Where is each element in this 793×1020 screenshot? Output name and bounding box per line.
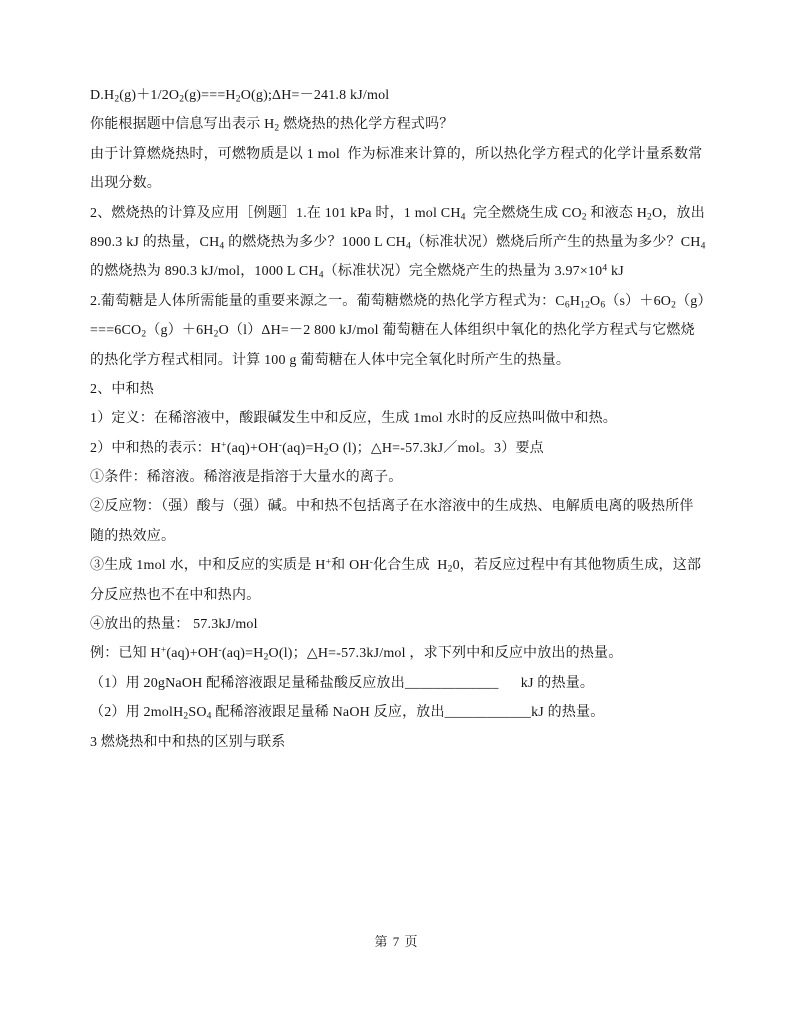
text-line: 随的热效应。 xyxy=(90,528,176,544)
text-line: 的热化学方程式相同。计算 100 g 葡萄糖在人体中完全氧化时所产生的热量。 xyxy=(90,352,571,368)
page-footer xyxy=(0,931,793,950)
text-line: 你能根据题中信息写出表示 $H_2$ 燃烧热的热化学方程式吗？ xyxy=(90,117,454,134)
text-line: （1）用 20gNaOH 配稀溶液跟足量稀盐酸反应放出_____________ kJ 的热量。 xyxy=(90,675,595,691)
text-line: 出现分数。 xyxy=(90,176,161,192)
text-line: ③生成 1mol 水，中和反应的实质是 H+和 OH-化合生成 $H_20$，若反应过程中有其他物质生成，这部 xyxy=(90,557,702,575)
text-line: $===6CO_2(g)+6H_2O(l)\Delta H=-2$ 800 kJ/mol 葡萄糖在人体组织中氧化的热化学方程式与它燃烧 xyxy=(90,323,695,340)
text-line: 1）定义：在稀溶液中，酸跟碱发生中和反应，生成 1mol 水时的反应热叫做中和热。 xyxy=(90,411,617,427)
text-line: 3 燃烧热和中和热的区别与联系 xyxy=(90,734,286,750)
text-line: 的燃烧热为 890.3 kJ/mol，1000 L $CH_4$（标准状况）完全燃烧产生的热量为 $3.97\times 10^4$ kJ xyxy=(90,264,624,281)
text-line: （2）用 $2molH_2SO_4$ 配稀溶液跟足量稀 NaOH 反应，放出____________kJ 的热量。 xyxy=(90,705,605,722)
text-line: 2）中和热的表示：$H^+(aq)+OH^-(aq)=H_2O$ (l)；△H=-57.3kJ／mol。3）要点 xyxy=(90,440,544,458)
text-line: 分反应热也不在中和热内。 xyxy=(90,587,261,603)
text-line: 2.葡萄糖是人体所需能量的重要来源之一。葡萄糖燃烧的热化学方程式为：$C_6H_{12}O_6(s)+6O_2(g)$ xyxy=(90,293,712,311)
text-line: 由于计算燃烧热时，可燃物质是以 1 mol 作为标准来计算的，所以热化学方程式的化学计量系数常 xyxy=(90,146,703,162)
text-line: ④放出的热量： 57.3kJ/mol xyxy=(90,617,258,633)
text-line: 例：已知 $H^+(aq)+OH^-(aq)=H_2O(l)$；△H=-57.3kJ/mol ，求下列中和反应中放出的热量。 xyxy=(90,646,623,663)
text-line: 2、中和热 xyxy=(90,381,154,397)
text-line: ①条件：稀溶液。稀溶液是指溶于大量水的离子。 xyxy=(90,470,403,486)
page-number: 第 7 页 xyxy=(374,934,419,949)
text-line: $D.H_2(g)+1/2O_2(g)===H_2O(g);\Delta H=-241.8$ kJ/mol xyxy=(90,88,390,105)
document-body xyxy=(90,81,712,757)
text-line: 890.3 kJ 的热量，$CH_4$ 的燃烧热为多少？1000 L $CH_4$（标准状况）燃烧后所产生的热量为多少？$CH_4$ xyxy=(90,234,706,252)
text-line: 2、燃烧热的计算及应用［例题］1.在 101 kPa 时，1 mol $CH_4$ 完全燃烧生成 $CO_2$ 和液态 $H_2O$，放出 xyxy=(90,205,705,222)
text-line: ②反应物：（强）酸与（强）碱。中和热不包括离子在水溶液中的生成热、电解质电离的吸热所伴 xyxy=(90,499,694,515)
